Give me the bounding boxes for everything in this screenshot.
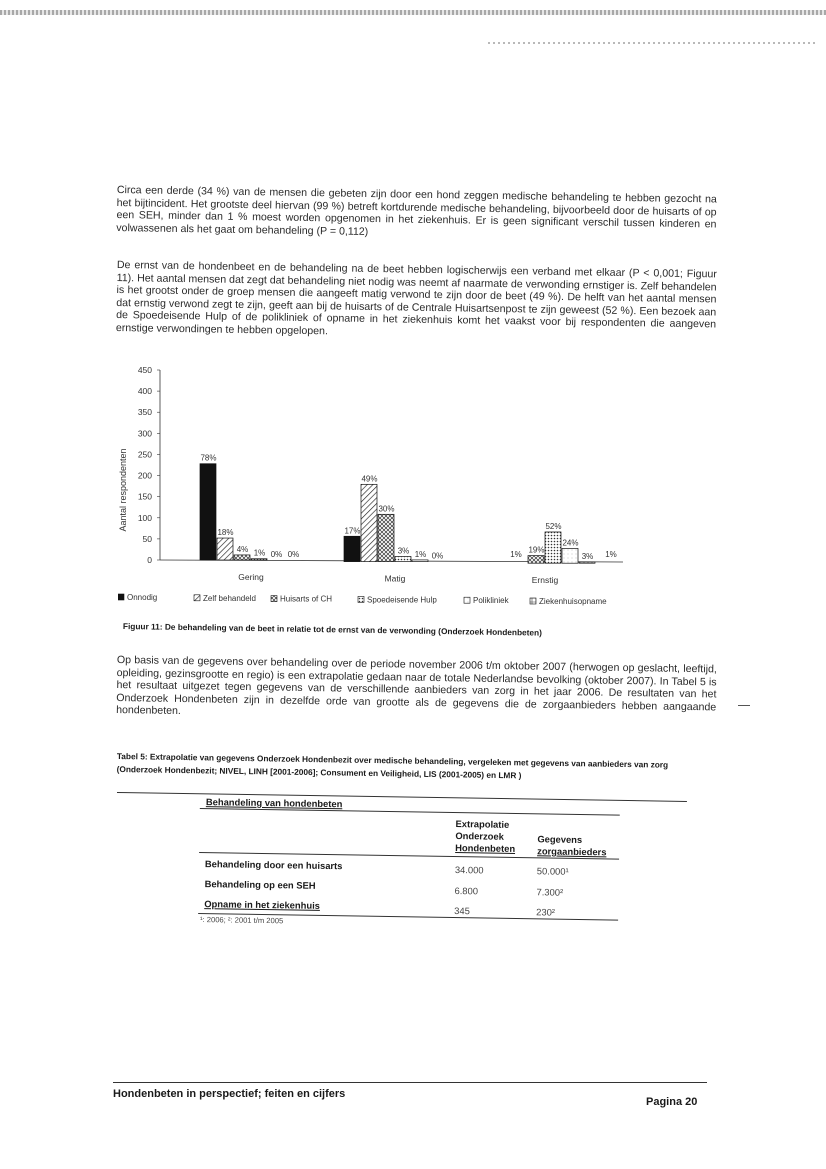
table-5 [198, 796, 630, 943]
legend-label: Zelf behandeld [203, 593, 256, 603]
figure-11-chart [118, 360, 628, 615]
y-tick-label: 450 [137, 365, 152, 375]
bar-matig-3 [395, 557, 411, 562]
bar-gering-2 [234, 555, 250, 560]
bar-ernstig-5 [579, 562, 595, 563]
bar-ernstig-4 [562, 548, 578, 563]
data-label: 30% [378, 504, 395, 514]
paragraph-treatment-intro: Circa een derde (34 %) van de mensen die gebeten zijn door een hond zeggen medische behandeling te hebben gezocht na het bijtincident. Het grootste deel hiervan (99 %) betreft kortdurende medische behandeling, bijvoorbeeld door de huisarts of op een SEH, minder dan 1 % moest worden opgenomen in het ziekenhuis. Er is geen significant verschil tussen kinderen en volwassenen als het gaat om behandeling (P = 0,112) [116, 184, 717, 238]
table-footnote: ¹: 2006; ²: 2001 t/m 2005 [199, 915, 284, 926]
margin-mark [738, 705, 750, 706]
extra-data-label: 1% [510, 550, 522, 559]
data-label: 24% [562, 538, 579, 548]
bar-ernstig-3 [545, 532, 561, 563]
legend-swatch [194, 595, 200, 601]
data-label: 3% [397, 546, 410, 556]
y-tick-label: 300 [137, 428, 152, 439]
table-title: Tabel 5: Extrapolatie van gegevens Onderzoek Hondenbezit over medische behandeling, vergeleken met gegevens van aanbieders van zorg (Onderzoek Hondenbezit; NIVEL, LINH [2001-2006]; Consument en Veiligheid, LIS (2001-2005) en LMR ) [116, 750, 669, 781]
legend-label: Spoedeisende Hulp [367, 595, 437, 605]
bar-gering-0 [200, 464, 216, 560]
legend-swatch [271, 596, 277, 602]
x-category-label: Gering [238, 572, 264, 582]
bar-matig-1 [361, 484, 377, 561]
data-label: 0% [270, 550, 283, 559]
col-extrapolatie-header-2: Onderzoek [455, 830, 504, 842]
x-category-label: Ernstig [531, 575, 559, 586]
footer-rule [113, 1082, 707, 1083]
legend-swatch [358, 596, 364, 602]
col-gegevens-header-2: zorgaanbieders [537, 845, 607, 858]
data-label: 19% [528, 545, 545, 555]
legend-swatch [464, 597, 470, 603]
y-tick-label: 0 [147, 555, 152, 565]
legend-label: Onnodig [127, 593, 158, 602]
y-tick-label: 50 [142, 533, 152, 544]
data-label: 17% [344, 526, 361, 536]
data-label: 0% [431, 551, 444, 561]
bar-chart-svg [118, 360, 628, 615]
bar-matig-2 [378, 514, 394, 561]
legend-swatch [118, 594, 124, 600]
row-huisarts-gegevens: 50.000¹ [536, 865, 569, 877]
legend-label: Ziekenhuisopname [539, 597, 607, 606]
data-label: 1% [414, 549, 427, 559]
bar-gering-3 [251, 559, 267, 560]
footer-title: Hondenbeten in perspectief; feiten en cijfers [113, 1088, 346, 1100]
data-label: 52% [545, 521, 562, 531]
y-tick-label: 400 [137, 386, 152, 397]
row-huisarts-label: Behandeling door een huisarts [204, 858, 343, 872]
y-tick-label: 150 [137, 491, 152, 502]
y-tick-label: 100 [137, 512, 152, 523]
row-opname-extrapolatie: 345 [454, 905, 470, 917]
row-seh-label: Behandeling op een SEH [204, 878, 316, 891]
bar-matig-0 [344, 536, 360, 561]
y-tick-label: 200 [137, 470, 152, 481]
legend-label: Huisarts of CH [280, 594, 333, 604]
data-label: 49% [361, 474, 378, 484]
scan-artifact-header-dots [488, 42, 818, 44]
table-rule-top [200, 808, 620, 816]
data-label: 1% [253, 548, 266, 558]
paragraph-severity-treatment: De ernst van de hondenbeet en de behandeling na de beet hebben logischerwijs een verband met elkaar (P < 0,001; Figuur 11). Het aantal mensen dat zegt dat behandeling niet nodig was neemt af naarmate de verwonding ernstiger is. Zelf behandelen is het grootst onder de groep mensen die aangeeft matig verwond te zijn door de beet (49 %). De helft van het aantal mensen dat ernstig verwond zegt te zijn, geeft aan bij de huisarts of de Centrale Huisartsenpost te zijn geweest (52 %). Een bezoek aan de Spoedeisende Hulp of de polikliniek of opname in het ziekenhuis komt het vaakst voor bij respondenten die aangeven ernstige verwondingen te hebben opgelopen. [115, 259, 717, 338]
y-tick-label: 350 [137, 407, 152, 418]
y-axis-label: Aantal respondenten [118, 448, 128, 532]
legend-swatch [530, 598, 536, 604]
scan-artifact-top [0, 10, 826, 15]
x-category-label: Matig [384, 573, 406, 584]
col-extrapolatie-header-1: Extrapolatie [455, 818, 510, 830]
bar-gering-1 [217, 538, 233, 560]
row-opname-gegevens: 230² [536, 906, 556, 918]
col-gegevens-header-1: Gegevens [537, 833, 583, 846]
row-opname-label: Opname in het ziekenhuis [204, 898, 321, 911]
row-huisarts-extrapolatie: 34.000 [454, 864, 484, 876]
data-label: 18% [217, 528, 234, 538]
page-number: Pagina 20 [646, 1096, 698, 1108]
bar-ernstig-2 [528, 556, 544, 564]
table-section-heading: Behandeling van hondenbeten [205, 796, 343, 810]
legend-label: Polikliniek [473, 596, 509, 606]
extra-data-label: 1% [605, 550, 617, 559]
data-label: 0% [287, 550, 300, 559]
row-seh-gegevens: 7.300² [536, 886, 564, 898]
data-label: 3% [581, 551, 594, 561]
row-seh-extrapolatie: 6.800 [454, 885, 479, 897]
data-label: 78% [200, 453, 217, 463]
data-label: 4% [236, 544, 249, 554]
figure-caption: Figuur 11: De behandeling van de beet in relatie tot de ernst van de verwonding (Onderzoek Hondenbeten) [122, 621, 543, 638]
col-extrapolatie-header-3: Hondenbeten [455, 842, 516, 854]
bar-matig-4 [412, 560, 428, 562]
paragraph-extrapolation: Op basis van de gegevens over behandeling over de periode november 2006 t/m oktober 2007 (herwogen op geslacht, leeftijd, opleiding, gezinsgrootte en regio) is een extrapolatie gedaan naar de totale Nederlandse bevolking (oktober 2007). In Tabel 5 is het resultaat uitgezet tegen gegevens van de verschillende aanbieders van zorg in het jaar 2006. De resultaten van het Onderzoek Hondenbeten zijn in dezelfde orde van grootte als de gegevens die de zorgaanbieders hebben aangaande hondenbeten. [116, 654, 717, 718]
y-tick-label: 250 [137, 449, 152, 460]
